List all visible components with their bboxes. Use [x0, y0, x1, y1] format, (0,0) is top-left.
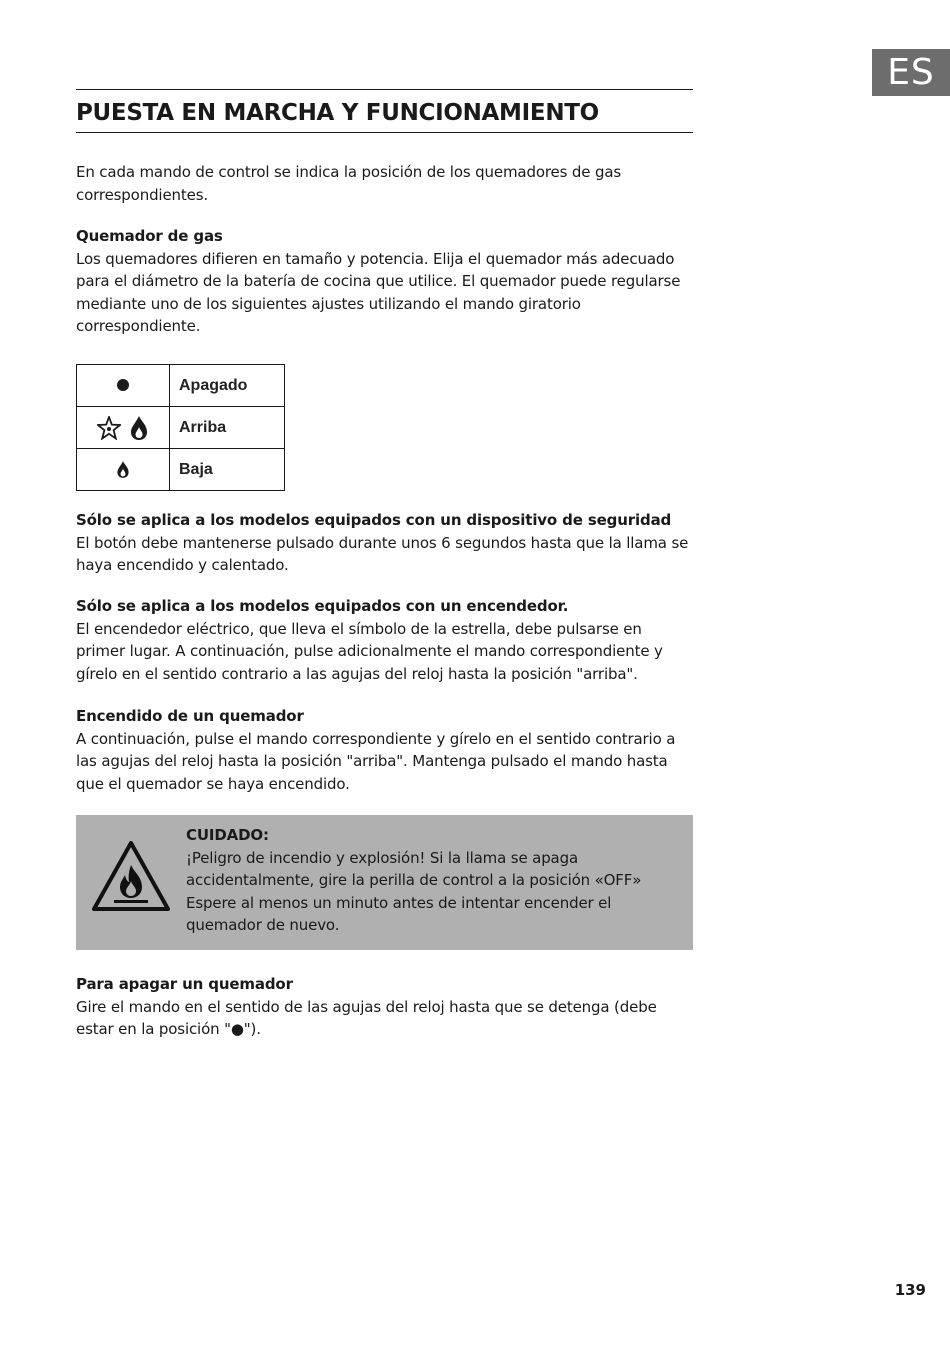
safety-device-heading: Sólo se aplica a los modelos equipados con un dispositivo de seguridad [76, 511, 672, 529]
level-label: Arriba [170, 407, 285, 449]
gas-burner-heading: Quemador de gas [76, 227, 223, 245]
small-flame-icon [116, 460, 130, 479]
symbol-cell [77, 365, 170, 407]
ignite-burner-body: A continuación, pulse el mando correspondiente y gírelo en el sentido contrario a las agujas del reloj hasta la posición "arriba". Mantenga pulsado el mando hasta que el quemador se haya encendido. [76, 729, 676, 793]
gas-burner-body: Los quemadores difieren en tamaño y potencia. Elija el quemador más adecuado para el diámetro de la batería de cocina que utilice. El quemador puede regularse mediante uno de los siguientes ajustes utilizando el mando giratorio correspondiente. [76, 249, 681, 336]
title-rule-top [76, 89, 693, 90]
turn-off-body: Gire el mando en el sentido de las agujas del reloj hasta que se detenga (debe estar en la posición "●"). [76, 997, 657, 1039]
safety-device-section [76, 509, 693, 577]
flammable-warning-icon [90, 839, 172, 913]
ignite-burner-heading: Encendido de un quemador [76, 707, 304, 725]
turn-off-section [76, 973, 693, 1041]
symbol-cell [77, 449, 170, 491]
table-row [77, 449, 285, 491]
language-tab: ES [872, 49, 950, 96]
level-label: Baja [170, 449, 285, 491]
dot-icon [116, 378, 130, 392]
burner-levels-table [76, 364, 285, 491]
intro-paragraph: En cada mando de control se indica la posición de los quemadores de gas correspondientes. [76, 163, 622, 204]
caution-body: ¡Peligro de incendio y explosión! Si la llama se apaga accidentalmente, gire la perilla de control a la posición «OFF» Espere al menos un minuto antes de intentar encender el quemador de nuevo. [186, 848, 642, 935]
caution-heading: CUIDADO: [186, 826, 269, 844]
table-row [77, 365, 285, 407]
page-title: PUESTA EN MARCHA Y FUNCIONAMIENTO [76, 100, 599, 126]
turn-off-heading: Para apagar un quemador [76, 975, 293, 993]
caution-box [76, 815, 693, 950]
ignite-burner-section [76, 705, 693, 795]
flame-icon [129, 415, 149, 441]
title-rule-bottom [76, 132, 693, 133]
igniter-section [76, 595, 693, 685]
gas-burner-section [76, 225, 693, 338]
igniter-heading: Sólo se aplica a los modelos equipados con un encendedor. [76, 597, 569, 615]
star-icon [97, 416, 121, 440]
igniter-body: El encendedor eléctrico, que lleva el símbolo de la estrella, debe pulsarse en primer lugar. A continuación, pulse adicionalmente el mando correspondiente y gírelo en el sentido contrario a las agujas del reloj hasta la posición "arriba". [76, 619, 663, 683]
table-row [77, 407, 285, 449]
level-label: Apagado [170, 365, 285, 407]
caution-text [186, 824, 686, 937]
symbol-cell [77, 407, 170, 449]
safety-device-body: El botón debe mantenerse pulsado durante unos 6 segundos hasta que la llama se haya encendido y calentado. [76, 533, 689, 575]
page-number: 139 [894, 1281, 926, 1299]
